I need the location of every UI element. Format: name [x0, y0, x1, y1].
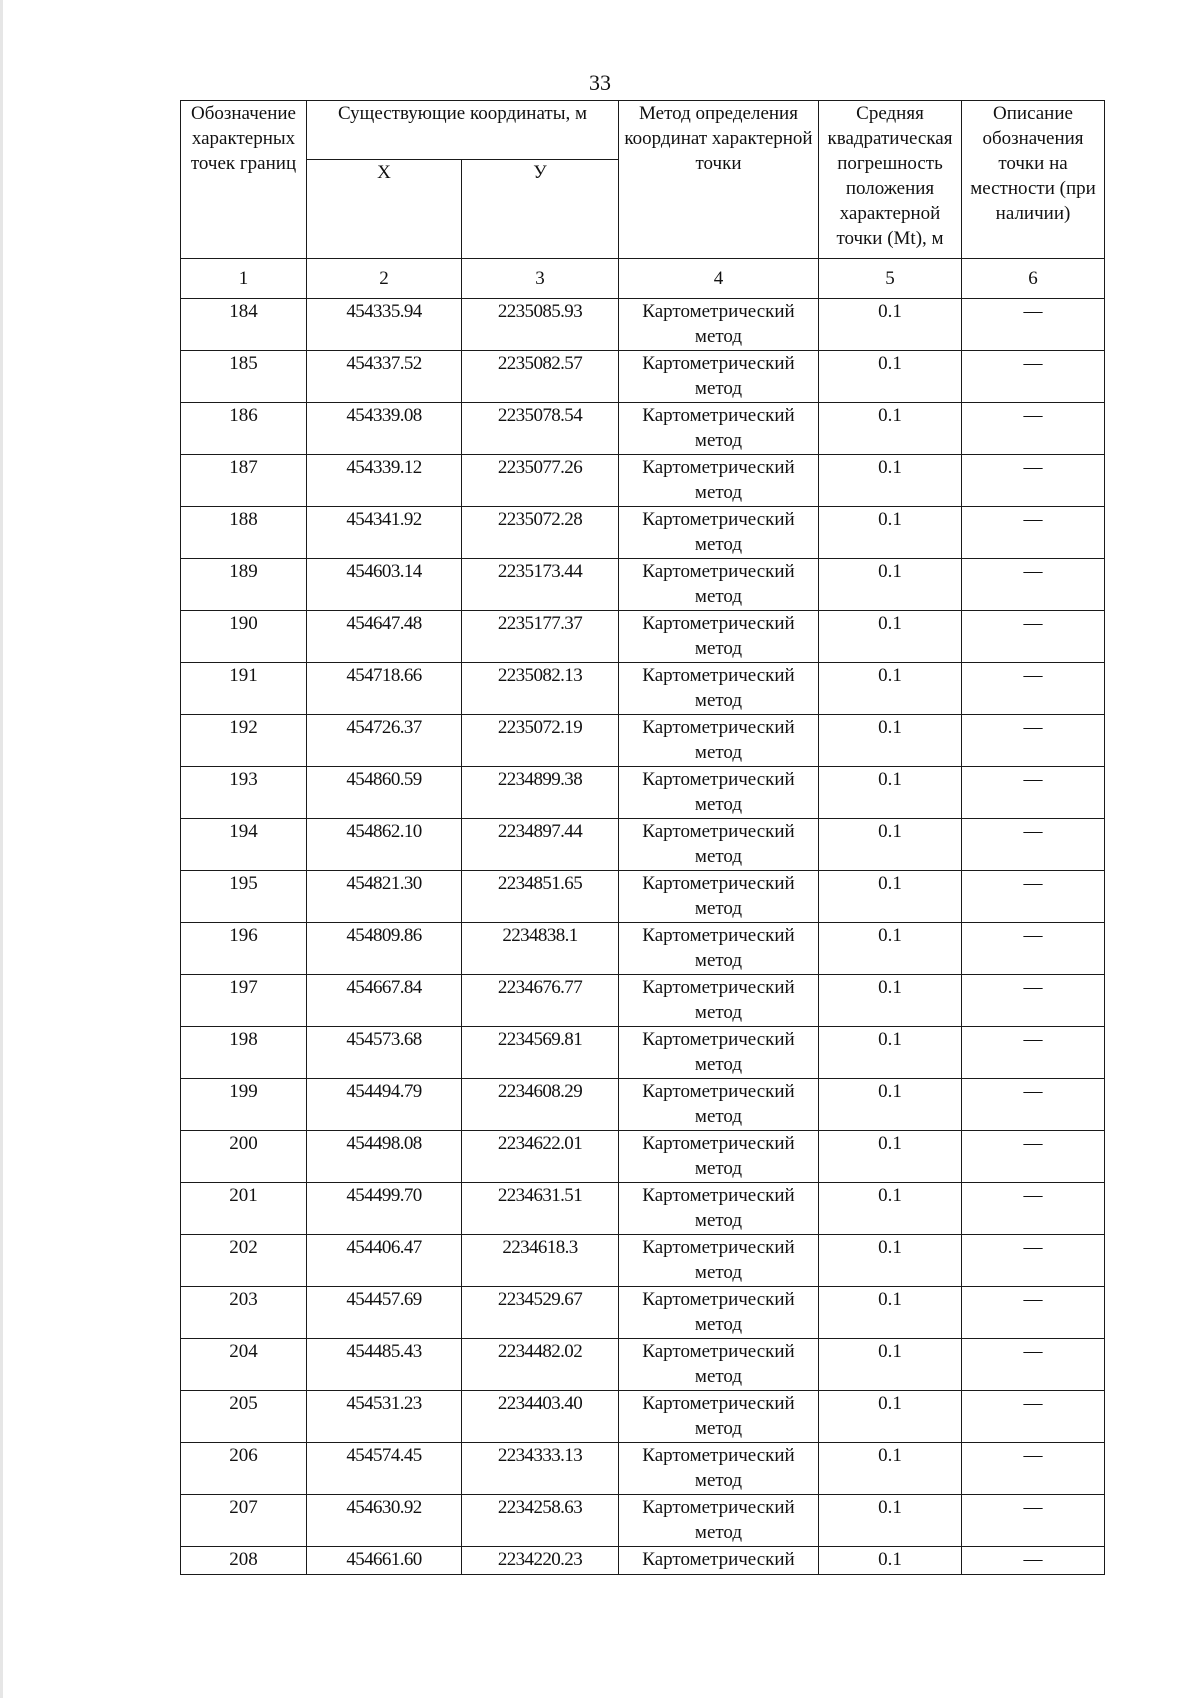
method-line2: метод — [694, 534, 743, 555]
method-line1: Картометрический — [642, 405, 795, 426]
coordinate-y: 2234676.77 — [462, 975, 619, 1027]
point-id: 199 — [181, 1079, 307, 1131]
error-value: 0.1 — [819, 1235, 962, 1287]
method-cell — [619, 715, 819, 767]
coordinate-x: 454485.43 — [307, 1339, 462, 1391]
method-cell — [619, 611, 819, 663]
point-id: 207 — [181, 1495, 307, 1547]
table-row — [181, 1495, 1105, 1547]
coordinate-x: 454498.08 — [307, 1131, 462, 1183]
header-description: Описание обозначения точки на местности (при наличии) — [962, 101, 1105, 259]
description-value: — — [962, 871, 1105, 923]
description-value: — — [962, 819, 1105, 871]
description-value: — — [962, 1391, 1105, 1443]
description-value: — — [962, 1027, 1105, 1079]
description-value: — — [962, 1235, 1105, 1287]
coordinate-y: 2234220.23 — [462, 1547, 619, 1575]
coordinate-y: 2234529.67 — [462, 1287, 619, 1339]
coordinate-y: 2234403.40 — [462, 1391, 619, 1443]
method-line2: метод — [694, 1262, 743, 1283]
table-row — [181, 1443, 1105, 1495]
description-value: — — [962, 507, 1105, 559]
scan-edge — [0, 0, 3, 1698]
method-cell — [619, 767, 819, 819]
error-value: 0.1 — [819, 871, 962, 923]
header-mean-square-error: Средняя квадратическая погрешность положения характерной точки (Mt), м — [819, 101, 962, 259]
coordinate-x: 454726.37 — [307, 715, 462, 767]
method-line1: Картометрический — [642, 1289, 795, 1310]
method-line1: Картометрический — [642, 301, 795, 322]
coordinate-x: 454647.48 — [307, 611, 462, 663]
column-number: 5 — [819, 259, 962, 299]
column-number: 4 — [619, 259, 819, 299]
point-id: 204 — [181, 1339, 307, 1391]
coordinate-x: 454339.12 — [307, 455, 462, 507]
method-line2: метод — [694, 1418, 743, 1439]
coordinate-x: 454499.70 — [307, 1183, 462, 1235]
coordinate-x: 454821.30 — [307, 871, 462, 923]
method-line1: Картометрический — [642, 561, 795, 582]
coordinate-x: 454341.92 — [307, 507, 462, 559]
method-line1: Картометрический — [642, 1341, 795, 1362]
method-cell — [619, 559, 819, 611]
method-line2: метод — [694, 1210, 743, 1231]
table-row — [181, 871, 1105, 923]
table-row — [181, 1079, 1105, 1131]
coordinate-y: 2234608.29 — [462, 1079, 619, 1131]
coordinate-y: 2234631.51 — [462, 1183, 619, 1235]
method-line1: Картометрический — [642, 613, 795, 634]
method-cell — [619, 299, 819, 351]
method-line1: Картометрический — [642, 1081, 795, 1102]
method-cell — [619, 455, 819, 507]
table-row — [181, 1235, 1105, 1287]
method-cell — [619, 975, 819, 1027]
method-cell — [619, 1131, 819, 1183]
header-x: Х — [307, 160, 462, 259]
coordinate-y: 2234258.63 — [462, 1495, 619, 1547]
description-value: — — [962, 351, 1105, 403]
table-row — [181, 663, 1105, 715]
point-id: 189 — [181, 559, 307, 611]
table-row — [181, 715, 1105, 767]
method-line2: метод — [694, 638, 743, 659]
description-value: — — [962, 299, 1105, 351]
description-value: — — [962, 559, 1105, 611]
coordinate-x: 454573.68 — [307, 1027, 462, 1079]
coordinate-x: 454862.10 — [307, 819, 462, 871]
method-line1: Картометрический — [642, 1549, 795, 1570]
method-cell — [619, 923, 819, 975]
method-line2: метод — [694, 378, 743, 399]
method-line1: Картометрический — [642, 1393, 795, 1414]
description-value: — — [962, 403, 1105, 455]
method-cell — [619, 819, 819, 871]
coordinate-x: 454457.69 — [307, 1287, 462, 1339]
coordinate-y: 2235077.26 — [462, 455, 619, 507]
method-cell — [619, 1235, 819, 1287]
method-cell — [619, 1079, 819, 1131]
coordinate-y: 2234622.01 — [462, 1131, 619, 1183]
point-id: 185 — [181, 351, 307, 403]
method-line2: метод — [694, 794, 743, 815]
table-row — [181, 299, 1105, 351]
point-id: 200 — [181, 1131, 307, 1183]
method-line2: метод — [694, 1054, 743, 1075]
method-line1: Картометрический — [642, 353, 795, 374]
method-line2: метод — [694, 846, 743, 867]
method-line2: метод — [694, 1366, 743, 1387]
point-id: 186 — [181, 403, 307, 455]
error-value: 0.1 — [819, 299, 962, 351]
point-id: 205 — [181, 1391, 307, 1443]
method-line2: метод — [694, 430, 743, 451]
point-id: 190 — [181, 611, 307, 663]
coordinate-x: 454406.47 — [307, 1235, 462, 1287]
method-line1: Картометрический — [642, 769, 795, 790]
header-y: У — [462, 160, 619, 259]
coordinate-y: 2234897.44 — [462, 819, 619, 871]
method-line2: метод — [694, 1314, 743, 1335]
page-number: 33 — [589, 70, 611, 95]
point-id: 188 — [181, 507, 307, 559]
point-id: 187 — [181, 455, 307, 507]
coordinate-x: 454661.60 — [307, 1547, 462, 1575]
coordinate-y: 2234618.3 — [462, 1235, 619, 1287]
point-id: 208 — [181, 1547, 307, 1575]
method-line2: метод — [694, 1158, 743, 1179]
coordinate-x: 454809.86 — [307, 923, 462, 975]
description-value: — — [962, 923, 1105, 975]
point-id: 196 — [181, 923, 307, 975]
description-value: — — [962, 975, 1105, 1027]
coordinate-y: 2235072.28 — [462, 507, 619, 559]
method-line1: Картометрический — [642, 717, 795, 738]
table-row — [181, 611, 1105, 663]
error-value: 0.1 — [819, 1339, 962, 1391]
description-value: — — [962, 1443, 1105, 1495]
coordinate-x: 454860.59 — [307, 767, 462, 819]
coordinate-y: 2234482.02 — [462, 1339, 619, 1391]
coordinate-x: 454718.66 — [307, 663, 462, 715]
description-value: — — [962, 715, 1105, 767]
method-line1: Картометрический — [642, 925, 795, 946]
error-value: 0.1 — [819, 1287, 962, 1339]
table-row — [181, 455, 1105, 507]
coordinate-x: 454630.92 — [307, 1495, 462, 1547]
point-id: 194 — [181, 819, 307, 871]
error-value: 0.1 — [819, 559, 962, 611]
column-number: 3 — [462, 259, 619, 299]
header-method: Метод определения координат характерной точки — [619, 101, 819, 259]
description-value: — — [962, 1547, 1105, 1575]
error-value: 0.1 — [819, 1495, 962, 1547]
method-line1: Картометрический — [642, 1133, 795, 1154]
table-row — [181, 559, 1105, 611]
point-id: 184 — [181, 299, 307, 351]
method-line2: метод — [694, 1002, 743, 1023]
table-row — [181, 1391, 1105, 1443]
point-id: 193 — [181, 767, 307, 819]
method-line1: Картометрический — [642, 821, 795, 842]
method-line1: Картометрический — [642, 873, 795, 894]
table-row — [181, 1131, 1105, 1183]
method-line1: Картометрический — [642, 509, 795, 530]
error-value: 0.1 — [819, 1079, 962, 1131]
point-id: 197 — [181, 975, 307, 1027]
error-value: 0.1 — [819, 1183, 962, 1235]
point-id: 192 — [181, 715, 307, 767]
coordinate-y: 2234838.1 — [462, 923, 619, 975]
description-value: — — [962, 1183, 1105, 1235]
error-value: 0.1 — [819, 351, 962, 403]
method-cell — [619, 663, 819, 715]
method-line2: метод — [694, 1470, 743, 1491]
coordinate-y: 2235078.54 — [462, 403, 619, 455]
method-line2: метод — [694, 742, 743, 763]
method-cell — [619, 403, 819, 455]
method-cell — [619, 1183, 819, 1235]
point-id: 202 — [181, 1235, 307, 1287]
method-line2: метод — [694, 326, 743, 347]
point-id: 195 — [181, 871, 307, 923]
table-row — [181, 1547, 1105, 1575]
method-cell — [619, 1391, 819, 1443]
method-cell — [619, 1027, 819, 1079]
header-point-designation: Обозначение характерных точек границ — [181, 101, 307, 259]
error-value: 0.1 — [819, 1443, 962, 1495]
method-line1: Картометрический — [642, 1185, 795, 1206]
point-id: 206 — [181, 1443, 307, 1495]
description-value: — — [962, 1339, 1105, 1391]
coordinate-y: 2234333.13 — [462, 1443, 619, 1495]
table-row — [181, 403, 1105, 455]
error-value: 0.1 — [819, 611, 962, 663]
coordinate-x: 454603.14 — [307, 559, 462, 611]
error-value: 0.1 — [819, 715, 962, 767]
method-line1: Картометрический — [642, 1029, 795, 1050]
coordinate-y: 2235072.19 — [462, 715, 619, 767]
method-line2: метод — [694, 1106, 743, 1127]
method-line1: Картометрический — [642, 665, 795, 686]
column-number: 1 — [181, 259, 307, 299]
method-cell — [619, 871, 819, 923]
error-value: 0.1 — [819, 507, 962, 559]
description-value: — — [962, 663, 1105, 715]
method-cell — [619, 1443, 819, 1495]
description-value: — — [962, 767, 1105, 819]
header-existing-coordinates: Существующие координаты, м — [307, 101, 619, 160]
coordinate-y: 2235085.93 — [462, 299, 619, 351]
table-row — [181, 975, 1105, 1027]
coordinate-y: 2234851.65 — [462, 871, 619, 923]
coordinate-y: 2235177.37 — [462, 611, 619, 663]
table-row — [181, 1287, 1105, 1339]
error-value: 0.1 — [819, 1027, 962, 1079]
table-row — [181, 1339, 1105, 1391]
coordinate-x: 454337.52 — [307, 351, 462, 403]
column-number: 6 — [962, 259, 1105, 299]
method-line1: Картометрический — [642, 1237, 795, 1258]
point-id: 198 — [181, 1027, 307, 1079]
description-value: — — [962, 455, 1105, 507]
method-line1: Картометрический — [642, 1497, 795, 1518]
error-value: 0.1 — [819, 819, 962, 871]
table-row — [181, 1183, 1105, 1235]
method-line2: метод — [694, 586, 743, 607]
coordinate-y: 2235082.57 — [462, 351, 619, 403]
coordinate-y: 2234569.81 — [462, 1027, 619, 1079]
description-value: — — [962, 1131, 1105, 1183]
description-value: — — [962, 1495, 1105, 1547]
error-value: 0.1 — [819, 1547, 962, 1575]
error-value: 0.1 — [819, 923, 962, 975]
method-line1: Картометрический — [642, 1445, 795, 1466]
description-value: — — [962, 1287, 1105, 1339]
method-line2: метод — [694, 950, 743, 971]
method-cell — [619, 1339, 819, 1391]
method-line1: Картометрический — [642, 457, 795, 478]
point-id: 191 — [181, 663, 307, 715]
method-line2: метод — [694, 482, 743, 503]
error-value: 0.1 — [819, 1391, 962, 1443]
table-row — [181, 351, 1105, 403]
error-value: 0.1 — [819, 403, 962, 455]
error-value: 0.1 — [819, 663, 962, 715]
error-value: 0.1 — [819, 1131, 962, 1183]
table-body — [181, 299, 1105, 1575]
point-id: 203 — [181, 1287, 307, 1339]
point-id: 201 — [181, 1183, 307, 1235]
method-cell — [619, 1495, 819, 1547]
table-row — [181, 923, 1105, 975]
table-row — [181, 819, 1105, 871]
error-value: 0.1 — [819, 767, 962, 819]
coordinate-x: 454335.94 — [307, 299, 462, 351]
method-cell — [619, 351, 819, 403]
coordinate-x: 454339.08 — [307, 403, 462, 455]
error-value: 0.1 — [819, 455, 962, 507]
description-value: — — [962, 611, 1105, 663]
table-row — [181, 1027, 1105, 1079]
coordinate-x: 454494.79 — [307, 1079, 462, 1131]
coordinates-table — [180, 100, 1105, 1575]
coordinate-x: 454531.23 — [307, 1391, 462, 1443]
coordinate-y: 2235173.44 — [462, 559, 619, 611]
table-row — [181, 507, 1105, 559]
description-value: — — [962, 1079, 1105, 1131]
coordinate-x: 454574.45 — [307, 1443, 462, 1495]
method-line1: Картометрический — [642, 977, 795, 998]
method-line2: метод — [694, 690, 743, 711]
method-line2: метод — [694, 898, 743, 919]
coordinate-y: 2234899.38 — [462, 767, 619, 819]
method-cell — [619, 1547, 819, 1575]
method-cell — [619, 1287, 819, 1339]
column-number: 2 — [307, 259, 462, 299]
table-row — [181, 767, 1105, 819]
method-cell — [619, 507, 819, 559]
method-line2: метод — [694, 1522, 743, 1543]
coordinate-y: 2235082.13 — [462, 663, 619, 715]
error-value: 0.1 — [819, 975, 962, 1027]
coordinate-x: 454667.84 — [307, 975, 462, 1027]
